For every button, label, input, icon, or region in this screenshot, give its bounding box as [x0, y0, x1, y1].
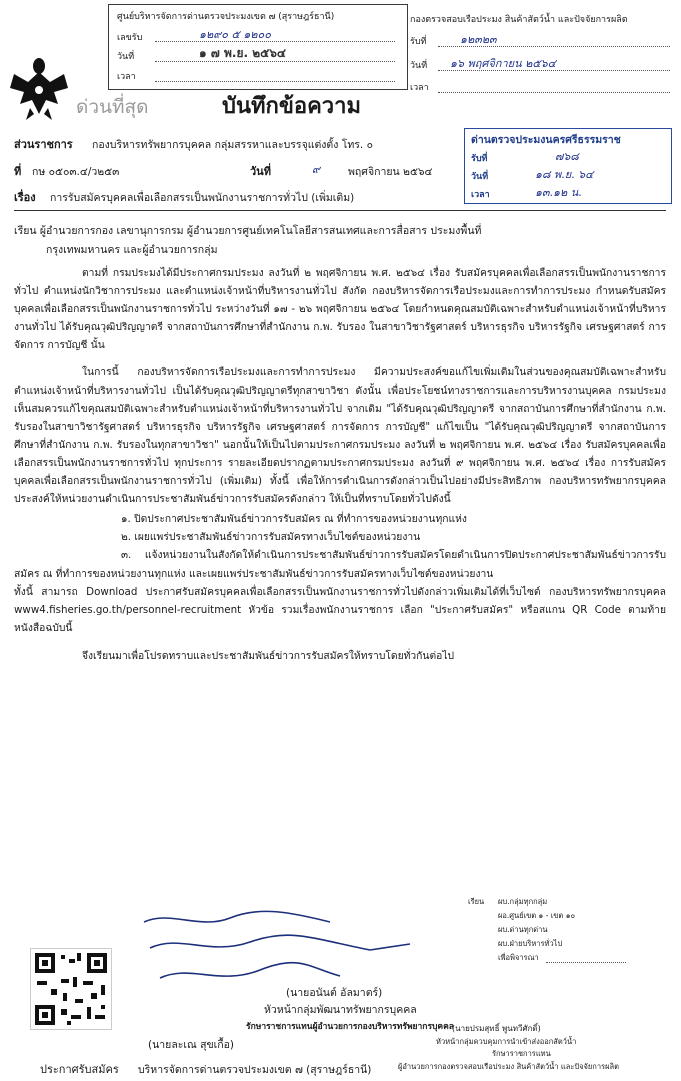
garuda-emblem-icon: [8, 52, 70, 122]
routing-signatory-name: (นายปรมสุทธิ์ พูนทวีศักดิ์): [452, 1024, 541, 1033]
page-title: บันทึกข้อความ: [222, 93, 362, 119]
stamp-nakhon-date-label: วันที่: [471, 172, 489, 182]
routing-line-1: ผบ.กลุ่มทุกกลุ่ม: [498, 897, 548, 906]
body-paragraph-2: ในการนี้ กองบริหารจัดการเรือประมงและการทำการประมง มีความประสงค์ขอแก้ไขเพิ่มเติมในส่วนของคุณสมบัติเฉพาะสำหรับตำแหน่งเจ้าหน้าที่บริหารงานทั่วไป เป็นได้รับคุณวุฒิปริญญาตรีทุกสาขาวิชา ดังนั้น เพื่อประโยชน์ทางราชการและการบริหารงานบุคคล กรมประมงเห็นสมควรแก้ไขคุณสมบัติเฉพาะสำหรับตำแหน่งเจ้าหน้าที่บริหารงานทั่วไป จากเดิม "ได้รับคุณวุฒิปริญญาตรี จากสถาบันการศึกษาที่สำนักงาน ก.พ. รับรองในสาขาวิชารัฐศาสตร์ บริหารธุรกิจ บริหารรัฐกิจ เศรษฐศาสตร์ การจัดการ การบัญชี" แก้ไขเป็น "ได้รับคุณวุฒิปริญญาตรี จากสถาบันการศึกษาที่สำนักงาน ก.พ. รับรองในทุกสาขาวิชา" นอกนั้นให้เป็นไปตามประกาศกรมประมง ลงวันที่ ๒ พฤศจิกายน พ.ศ. ๒๕๖๔ เรื่อง รับสมัครบุคคลเพื่อเลือกสรรเป็นพนักงานราชการทั่วไป ทุกประการ รายละเอียดปรากฏตามประกาศกรมประมง ลงวันที่ ๙ พฤศจิกายน พ.ศ. ๒๕๖๔ เรื่อง การรับสมัครบุคคลเพื่อเลือกสรรเป็นพนักงานราชการทั่วไป (เพิ่มเติม) ทั้งนี้ เพื่อให้การดำเนินการดังกล่าวเป็นไปอย่างมีประสิทธิภาพ กองบริหารทรัพยากรบุคคล ประสงค์ให้หน่วยงานดำเนินการประชาสัมพันธ์ข่าวการรับสมัครดังกล่าว ให้เป็นที่ทราบโดยทั่วไปดังนี้: [14, 366, 666, 506]
stamp-nakhon-receive-no: ๗๖๘: [555, 150, 579, 163]
routing-title: เรียน: [468, 897, 485, 906]
header-divider: [14, 210, 666, 211]
routing-signatory-position-2: รักษาราชการแทน: [492, 1049, 551, 1058]
doc-no-label: ที่: [14, 165, 22, 178]
stamp-division-receive-no: ๑๒๓๒๓: [460, 33, 497, 46]
stamp-division-org: กองตรวจสอบเรือประมง สินค้าสัตว์น้ำ และปัจจัยการผลิต: [410, 15, 628, 25]
footer-office: บริหารจัดการด่านตรวจประมงเขต ๗ (สุราษฎร์ธานี): [138, 1064, 372, 1076]
urgent-label: ด่วนที่สุด: [76, 96, 149, 118]
receive-stamp-nakhon: [464, 128, 672, 204]
routing-signatory-position-3: ผู้อำนวยการกองตรวจสอบเรือประมง สินค้าสัตว์น้ำ และปัจจัยการผลิต: [398, 1062, 619, 1071]
memo-body: [14, 264, 666, 665]
stamp-receive-label: เลขรับ: [117, 33, 143, 43]
receive-stamp-division: [410, 8, 675, 92]
stamp-date-value: ๑ ๗ พ.ย. ๒๕๖๔: [199, 46, 286, 60]
routing-note: [468, 896, 673, 1016]
routing-line-2: ผอ.ศูนย์เขต ๑ - เขต ๑๐: [498, 911, 576, 920]
stamp-nakhon-time-label: เวลา: [471, 190, 490, 200]
stamp-nakhon-date-value: ๑๘ พ.ย. ๖๔: [535, 168, 594, 181]
salutation-line1: เรียน ผู้อำนวยการกอง เลขานุการกรม ผู้อำนวยการศูนย์เทคโนโลยีสารสนเทศและการสื่อสาร ประมงพื้นที่: [14, 225, 482, 237]
stamp-division-date-value: ๑๖ พฤศจิกายน ๒๕๖๔: [450, 57, 556, 70]
stamp-nakhon-org: ด่านตรวจประมงนครศรีธรรมราช: [471, 134, 621, 146]
stamp-office: ศูนย์บริหารจัดการด่านตรวจประมงเขต ๗ (สุราษฎร์ธานี): [117, 12, 335, 22]
doc-no-value: กษ ๐๕๐๓.๔/ว๒๕๓: [32, 166, 120, 178]
routing-signatory-position-1: หัวหน้ากลุ่มควบคุมการนำเข้าส่งออกสัตว์น้ำ: [436, 1037, 577, 1046]
subject-label: เรื่อง: [14, 191, 36, 204]
stamp-nakhon-time-value: ๑๓.๑๒ น.: [535, 186, 582, 199]
body-paragraph-3: ทั้งนี้ สามารถ Download ประกาศรับสมัครบุคคลเพื่อเลือกสรรเป็นพนักงานราชการทั่วไปดังกล่าวเพิ่มเติมได้ที่เว็บไซต์ กองบริหารทรัพยากรบุคคล www4.fisheries.go.th/personnel-recruitment หัวข้อ รวมเรื่องพนักงานราชการ เลือก "ประกาศรับสมัคร" หรือสแกน QR Code ตามท้ายหนังสือฉบับนี้: [14, 585, 666, 634]
body-paragraph-1: ตามที่ กรมประมงได้มีประกาศกรมประมง ลงวันที่ ๒ พฤศจิกายน พ.ศ. ๒๕๖๔ เรื่อง รับสมัครบุคคลเพื่อเลือกสรรเป็นพนักงานราชการทั่วไป ตำแหน่งนักวิชาการประมง และตำแหน่งเจ้าหน้าที่บริหารงานทั่วไป สังกัด กองบริหารจัดการเรือประมงและการทำการประมง กำหนดรับสมัครบุคคลเพื่อเลือกสรรเป็นพนักงานราชการทั่วไป ระหว่างวันที่ ๑๗ - ๒๖ พฤศจิกายน ๒๕๖๔ โดยกำหนดคุณสมบัติเฉพาะสำหรับตำแหน่งเจ้าหน้าที่บริหารงานทั่วไป ได้รับคุณวุฒิปริญญาตรี จากสถาบันการศึกษาที่สำนักงาน ก.พ. รับรอง ในสาขาวิชารัฐศาสตร์ บริหารธุรกิจ บริหารรัฐกิจ เศรษฐศาสตร์ การจัดการ การบัญชี นั้น: [14, 267, 666, 352]
routing-line-4: ผบ.ฝ่ายบริหารทั่วไป: [498, 939, 563, 948]
stamp-date-label: วันที่: [117, 52, 135, 62]
subject-value: การรับสมัครบุคคลเพื่อเลือกสรรเป็นพนักงานราชการทั่วไป (เพิ่มเติม): [50, 192, 355, 204]
routing-line-3: ผบ.ด่านทุกด่าน: [498, 925, 548, 934]
agency-value: กองบริหารทรัพยากรบุคคล กลุ่มสรรหาและบรรจุแต่งตั้ง โทร. ๐: [92, 139, 374, 151]
routing-line-5: เพื่อพิจารณา: [498, 953, 539, 962]
stamp-division-receive-label: รับที่: [410, 37, 427, 47]
body-item-3: ๓. แจ้งหน่วยงานในสังกัดให้ดำเนินการประชาสัมพันธ์ข่าวการรับสมัครโดยดำเนินการปิดประกาศประชาสัมพันธ์ข่าวการรับสมัคร ณ ที่ทำการของหน่วยงานทุกแห่ง และเผยแพร่ประชาสัมพันธ์ข่าวการรับสมัครทางเว็บไซต์ของหน่วยงาน: [14, 549, 666, 580]
footer-label: ประกาศรับสมัคร: [40, 1063, 119, 1076]
doc-date-day: ๙: [312, 163, 321, 176]
stamp-division-date-label: วันที่: [410, 61, 428, 71]
signatory-name: (นายอนันต์ อัลมาตร์): [286, 987, 383, 999]
doc-date-label: วันที่: [250, 165, 271, 178]
body-item-1: ๑. ปิดประกาศประชาสัมพันธ์ข่าวการรับสมัคร ณ ที่ทำการของหน่วยงานทุกแห่ง: [121, 513, 467, 526]
receive-stamp-regional: [108, 4, 408, 90]
stamp-receive-no: ๑๒๙๐ ๕ ๑๒๐๐: [199, 28, 271, 41]
closing-line: จึงเรียนมาเพื่อโปรดทราบและประชาสัมพันธ์ข่าวการรับสมัครให้ทราบโดยทั่วกันต่อไป: [82, 649, 455, 662]
signatory-position-2: รักษาราชการแทนผู้อำนวยการกองบริหารทรัพยากรบุคคล: [246, 1022, 454, 1032]
body-item-2: ๒. เผยแพร่ประชาสัมพันธ์ข่าวการรับสมัครทางเว็บไซต์ของหน่วยงาน: [121, 531, 421, 544]
doc-date-value: พฤศจิกายน ๒๕๖๔: [348, 166, 433, 178]
qr-code-icon: [30, 948, 112, 1030]
signatory-position-1: หัวหน้ากลุ่มพัฒนาทรัพยากรบุคคล: [264, 1004, 417, 1016]
signatory-left-name: (นายละเณ สุขเกื้อ): [148, 1039, 234, 1051]
salutation-line2: กรุงเทพมหานคร และผู้อำนวยการกลุ่ม: [46, 244, 218, 256]
stamp-nakhon-receive-label: รับที่: [471, 154, 488, 164]
stamp-time-label: เวลา: [117, 72, 136, 82]
agency-label: ส่วนราชการ: [14, 138, 73, 151]
stamp-division-time-label: เวลา: [410, 83, 429, 93]
